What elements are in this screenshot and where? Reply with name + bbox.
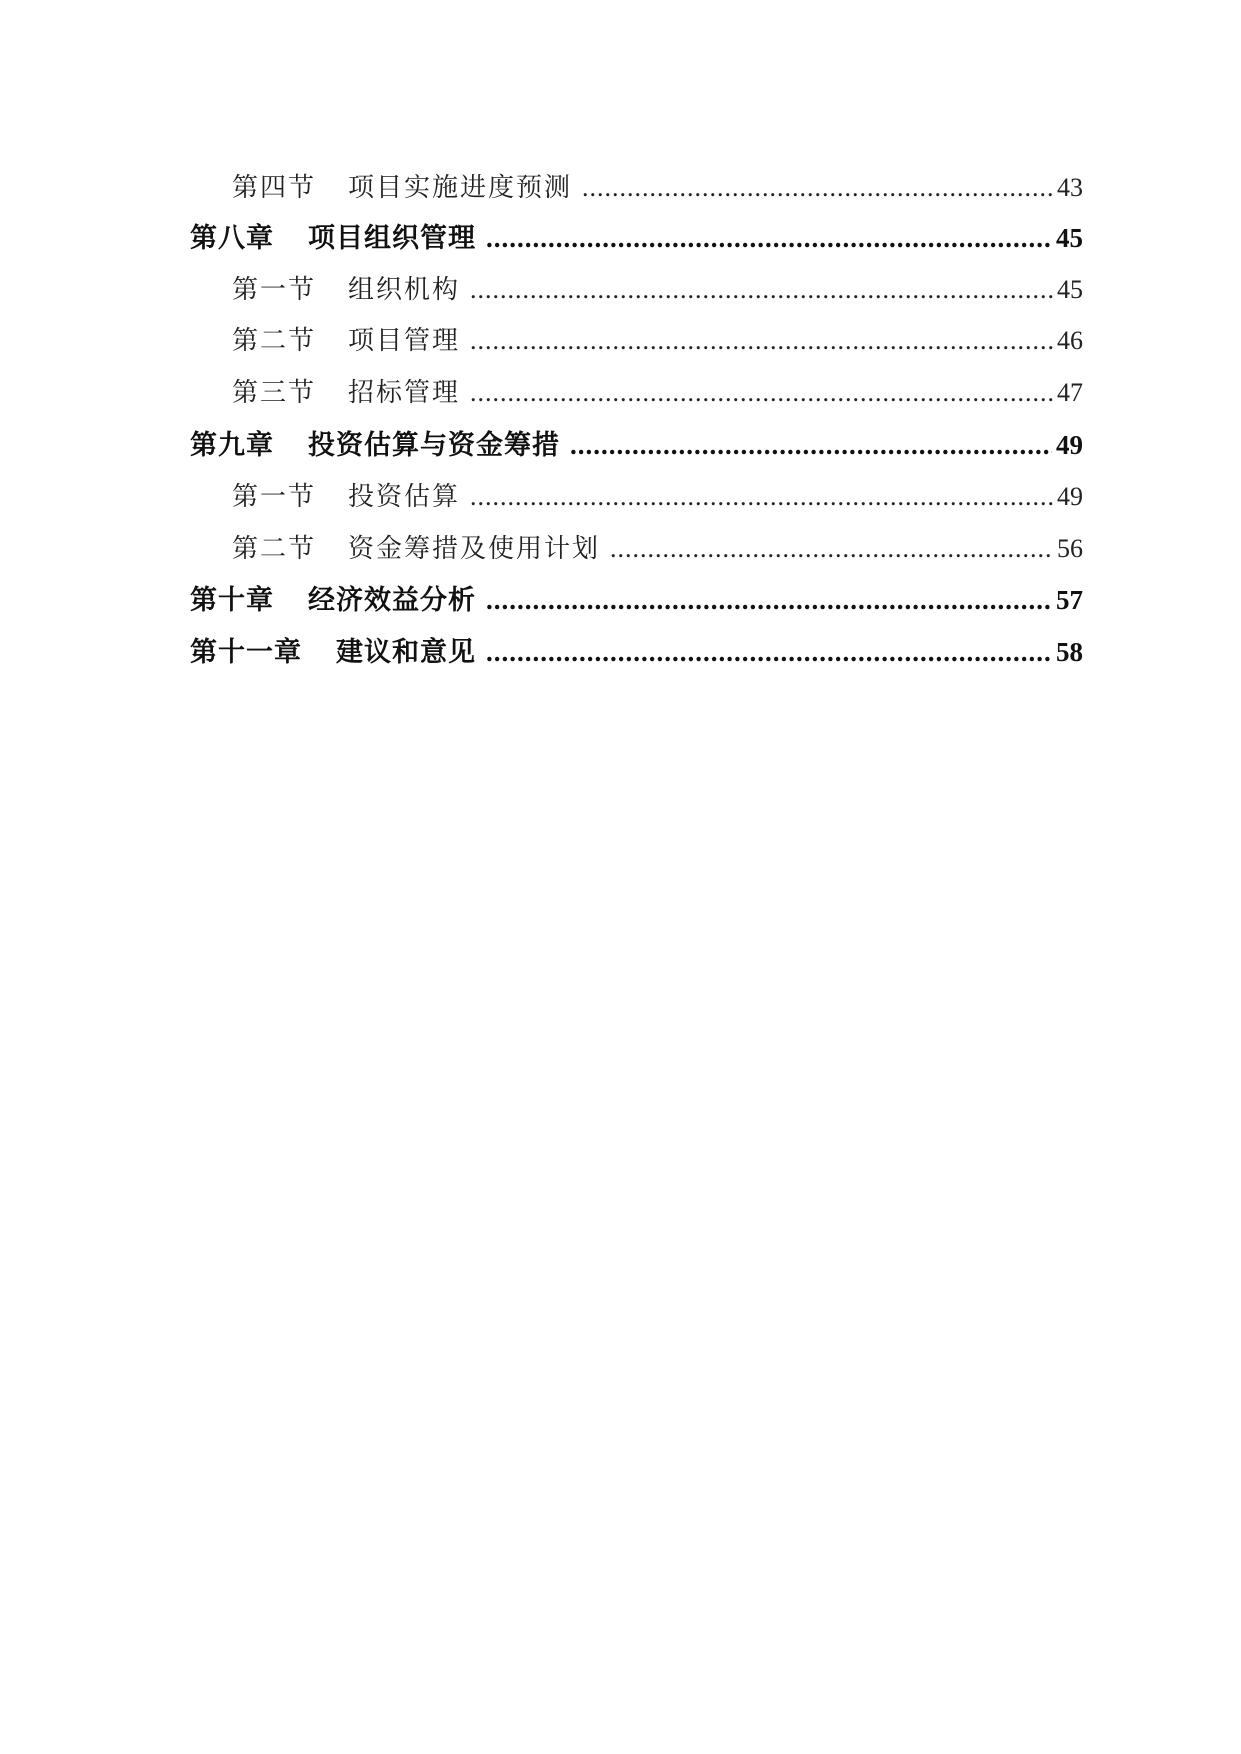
- dot-leader: [582, 168, 1053, 208]
- toc-entry-page-number: 45: [1057, 275, 1083, 304]
- toc-entry-number: 第四节: [232, 173, 317, 203]
- toc-entry-title: 项目组织管理: [308, 223, 476, 254]
- dot-leader: [570, 425, 1052, 465]
- toc-entry-page-number: 43: [1057, 173, 1083, 202]
- toc-entry-page-number: 56: [1057, 534, 1083, 563]
- toc-entry-number: 第二节: [232, 534, 317, 564]
- dot-leader: [610, 529, 1053, 569]
- dot-leader: [470, 321, 1053, 361]
- dot-leader: [486, 632, 1052, 672]
- toc-entry-title: 投资估算: [348, 482, 461, 512]
- toc-entry-number: 第十章: [190, 585, 274, 616]
- toc-entry-page-number: 58: [1056, 637, 1083, 667]
- toc-entry-number: 第九章: [190, 430, 274, 461]
- toc-entry-title: 项目实施进度预测: [348, 173, 573, 203]
- toc-chapter-entry[interactable]: [190, 632, 1083, 672]
- toc-entry-title: 项目管理: [348, 326, 461, 356]
- dot-leader: [470, 270, 1053, 310]
- toc-entry-number: 第八章: [190, 223, 274, 254]
- toc-entry-page-number: 49: [1056, 430, 1083, 460]
- dot-leader: [486, 580, 1052, 620]
- toc-section-entry[interactable]: [232, 373, 1083, 413]
- toc-entry-number: 第一节: [232, 275, 317, 305]
- toc-entry-page-number: 57: [1056, 585, 1083, 615]
- toc-section-entry[interactable]: [232, 477, 1083, 517]
- toc-entry-title: 资金筹措及使用计划: [348, 534, 601, 564]
- toc-entry-number: 第一节: [232, 482, 317, 512]
- toc-section-entry[interactable]: [232, 270, 1083, 310]
- toc-entry-number: 第二节: [232, 326, 317, 356]
- toc-chapter-entry[interactable]: [190, 580, 1083, 620]
- toc-entry-page-number: 45: [1056, 223, 1083, 253]
- toc-entry-title: 经济效益分析: [308, 585, 476, 616]
- toc-section-entry[interactable]: [232, 529, 1083, 569]
- toc-section-entry[interactable]: [232, 168, 1083, 208]
- toc-entry-number: 第十一章: [190, 637, 302, 668]
- toc-entry-page-number: 49: [1057, 482, 1083, 511]
- toc-entry-title: 建议和意见: [336, 637, 476, 668]
- toc-entry-number: 第三节: [232, 378, 317, 408]
- toc-entry-page-number: 46: [1057, 326, 1083, 355]
- toc-chapter-entry[interactable]: [190, 218, 1083, 258]
- toc-entry-title: 投资估算与资金筹措: [308, 430, 560, 461]
- toc-chapter-entry[interactable]: [190, 425, 1083, 465]
- toc-entry-title: 招标管理: [348, 378, 461, 408]
- dot-leader: [470, 477, 1053, 517]
- dot-leader: [470, 373, 1053, 413]
- toc-entry-title: 组织机构: [348, 275, 461, 305]
- toc-entry-page-number: 47: [1057, 378, 1083, 407]
- toc-section-entry[interactable]: [232, 321, 1083, 361]
- dot-leader: [486, 218, 1052, 258]
